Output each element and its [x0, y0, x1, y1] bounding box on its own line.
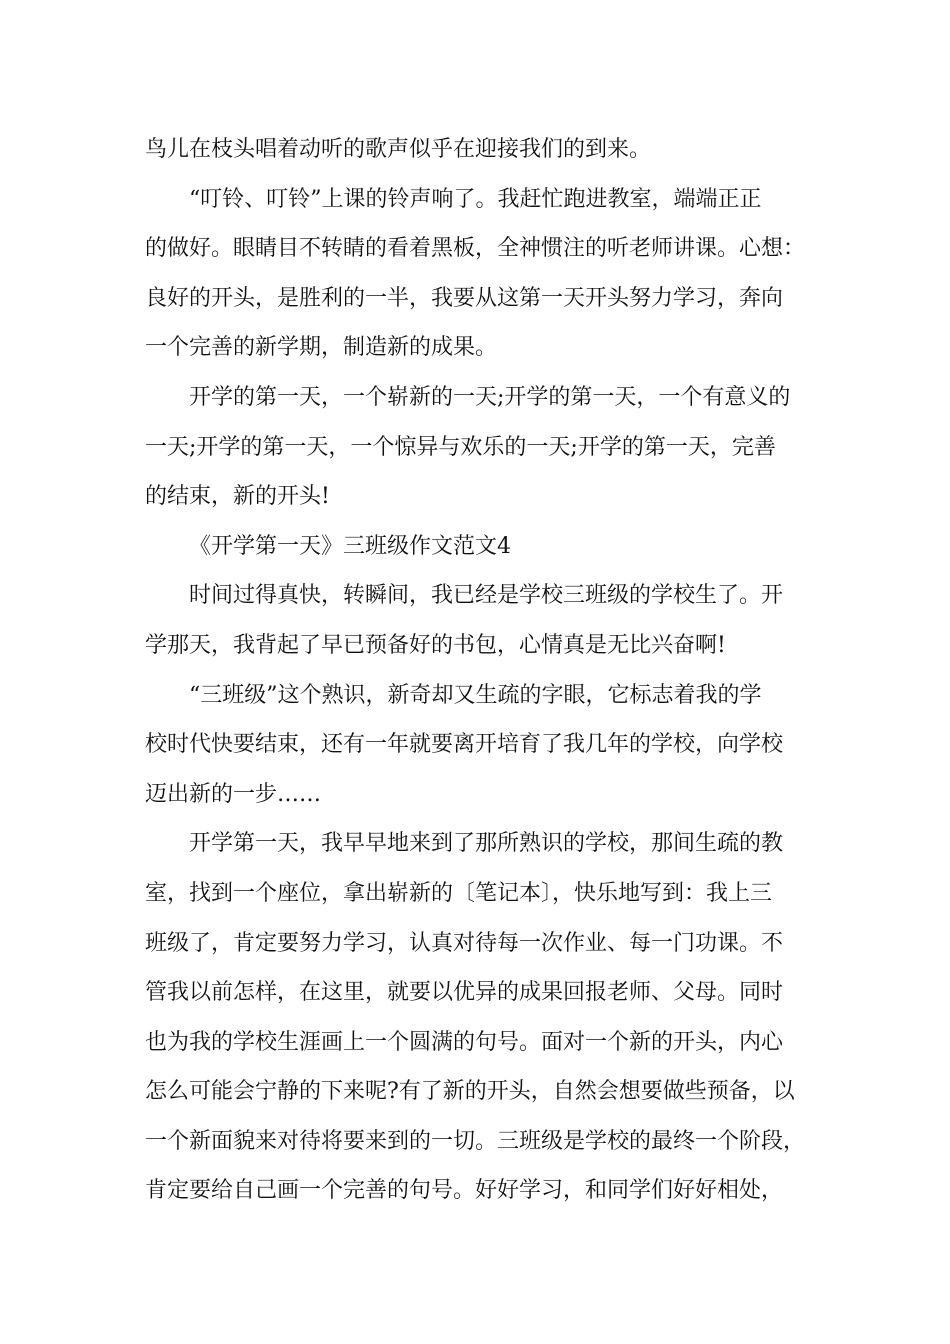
text-line: 鸟儿在枝头唱着动听的歌声似乎在迎接我们的到来。: [145, 137, 652, 162]
text-line: “三班级”这个熟识，新奇却又生疏的字眼，它标志着我的学: [189, 682, 762, 708]
text-line: 时间过得真快，转瞬间，我已经是学校三班级的学校生了。开: [189, 583, 784, 609]
text-line: 开学第一天，我早早地来到了那所熟识的学校，那间生疏的教: [189, 831, 784, 857]
text-line: 一个完善的新学期，制造新的成果。: [145, 335, 498, 361]
text-line: 室，找到一个座位，拿出崭新的〔笔记本〕，快乐地写到：我上三: [145, 880, 773, 906]
text-line: 管我以前怎样，在这里，就要以优异的成果回报老师、父母。同时: [145, 980, 784, 1006]
text-line: 班级了，肯定要努力学习，认真对待每一次作业、每一门功课。不: [145, 930, 784, 956]
text-line: 学那天，我背起了早已预备好的书包，心情真是无比兴奋啊!: [145, 632, 726, 658]
section-heading: 《开学第一天》三班级作文范文4: [189, 533, 511, 559]
text-line: 也为我的学校生涯画上一个圆满的句号。面对一个新的开头，内心: [145, 1029, 784, 1055]
text-line: 的结束，新的开头!: [145, 484, 330, 510]
text-line: 一个新面貌来对待将要来到的一切。三班级是学校的最终一个阶段，: [145, 1128, 806, 1154]
text-line: 迈出新的一步……: [145, 781, 322, 807]
text-line: 的做好。眼睛目不转睛的看着黑板，全神惯注的听老师讲课。心想：: [145, 236, 806, 262]
document-page: [145, 125, 825, 1216]
text-line: 肯定要给自己画一个完善的句号。好好学习，和同学们好好相处，: [145, 1178, 784, 1204]
text-line: 一天;开学的第一天，一个惊异与欢乐的一天;开学的第一天，完善: [145, 434, 776, 460]
text-line: “叮铃、叮铃”上课的铃声响了。我赶忙跑进教室，端端正正: [189, 186, 762, 212]
text-line: 良好的开头，是胜利的一半，我要从这第一天开头努力学习，奔向: [145, 285, 784, 311]
text-line: 校时代快要结束，还有一年就要离开培育了我几年的学校，向学校: [145, 732, 784, 758]
text-line: 怎么可能会宁静的下来呢?有了新的开头，自然会想要做些预备，以: [145, 1079, 795, 1105]
text-line: 开学的第一天，一个崭新的一天;开学的第一天，一个有意义的: [189, 384, 791, 410]
